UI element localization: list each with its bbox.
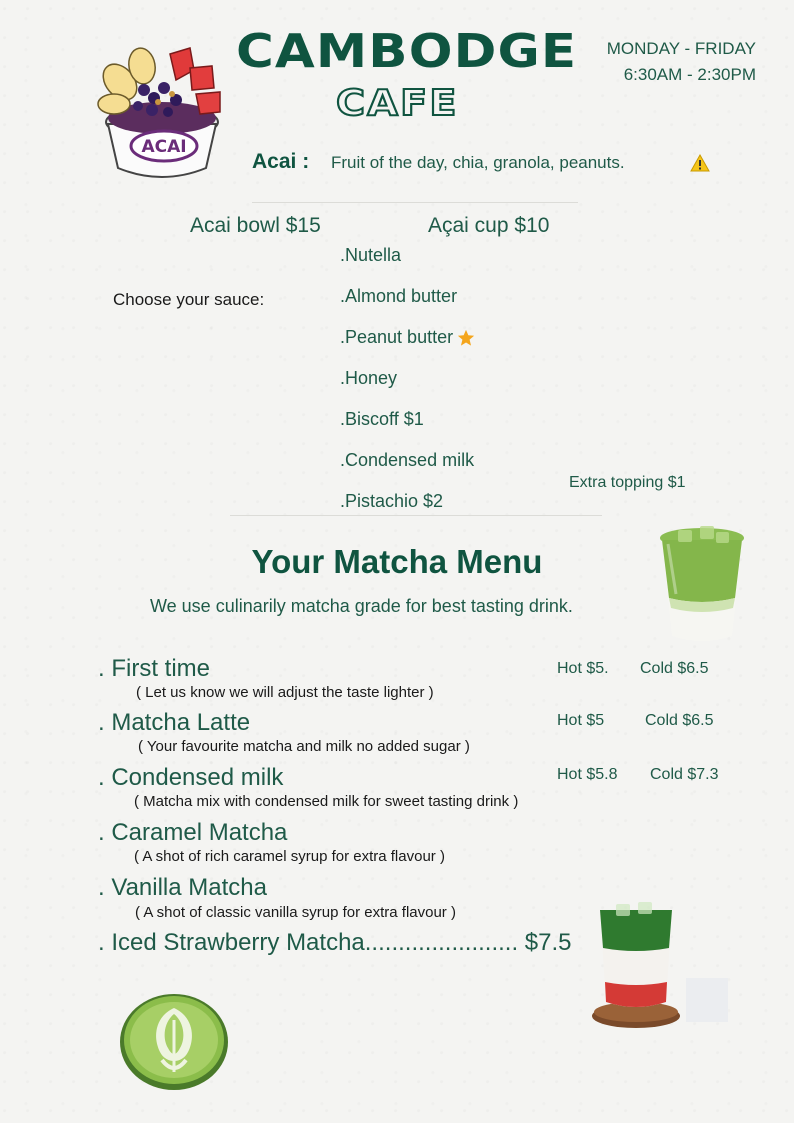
menu-item-name: . Caramel Matcha bbox=[98, 819, 288, 846]
matcha-menu-title: Your Matcha Menu bbox=[251, 543, 543, 580]
menu-item-name: . Vanilla Matcha bbox=[98, 874, 267, 901]
brand-subtitle: CAFE bbox=[336, 83, 459, 124]
matcha-latte-art-image bbox=[116, 986, 232, 1092]
hot-price: Hot $5.8 bbox=[557, 766, 618, 783]
hours-time: 6:30AM - 2:30PM bbox=[623, 65, 756, 84]
sauce-option: .Pistachio $2 bbox=[340, 491, 444, 511]
acai-description: Fruit of the day, chia, granola, peanuts. bbox=[331, 153, 625, 172]
hot-price: Hot $5 bbox=[557, 712, 605, 729]
cold-price: Cold $7.3 bbox=[650, 766, 719, 783]
acai-bowl-price: Acai bowl $15 bbox=[190, 214, 321, 237]
divider-middle bbox=[230, 515, 602, 516]
acai-cup-price: Açai cup $10 bbox=[428, 214, 550, 237]
cold-price: Cold $6.5 bbox=[640, 660, 709, 677]
brand-name: CAMBODGE bbox=[236, 24, 578, 78]
menu-item-description: ( A shot of rich caramel syrup for extra flavour ) bbox=[134, 848, 445, 865]
image-background-patch bbox=[686, 978, 728, 1022]
sauce-label: Choose your sauce: bbox=[113, 290, 265, 309]
hot-price: Hot $5. bbox=[557, 660, 609, 677]
iced-strawberry-matcha-item: . Iced Strawberry Matcha....................... $7.5 bbox=[98, 929, 572, 956]
menu-item-description: ( A shot of classic vanilla syrup for extra flavour ) bbox=[135, 904, 456, 921]
strawberry-matcha-image bbox=[588, 898, 688, 1032]
acai-title: Acai : bbox=[252, 150, 310, 173]
menu-item-description: ( Your favourite matcha and milk no added sugar ) bbox=[138, 738, 470, 755]
opening-hours bbox=[590, 36, 756, 88]
menu-item-description: ( Matcha mix with condensed milk for sweet tasting drink ) bbox=[134, 793, 519, 810]
extra-topping: Extra topping $1 bbox=[569, 474, 686, 491]
cold-price: Cold $6.5 bbox=[645, 712, 714, 729]
sauce-list bbox=[340, 244, 475, 531]
menu-item-name: . Matcha Latte bbox=[98, 709, 251, 736]
sauce-option: .Honey bbox=[340, 368, 398, 388]
sauce-option: .Nutella bbox=[340, 245, 402, 265]
logo-text: ACAI bbox=[141, 137, 187, 157]
menu-item-name: . First time bbox=[98, 655, 210, 682]
matcha-menu-subtitle: We use culinarily matcha grade for best tasting drink. bbox=[150, 596, 573, 616]
sauce-option: .Almond butter bbox=[340, 286, 458, 306]
sauce-option: .Condensed milk bbox=[340, 450, 475, 470]
sauce-option: .Biscoff $1 bbox=[340, 409, 424, 429]
menu-item-name: . Condensed milk bbox=[98, 764, 284, 791]
hours-days: MONDAY - FRIDAY bbox=[606, 39, 756, 58]
warning-icon bbox=[690, 154, 710, 172]
sauce-option: .Peanut butter bbox=[340, 326, 475, 367]
divider-top bbox=[252, 202, 578, 203]
menu-item-description: ( Let us know we will adjust the taste lighter ) bbox=[136, 684, 434, 701]
acai-bowl-image bbox=[92, 40, 232, 182]
star-icon bbox=[457, 329, 475, 347]
